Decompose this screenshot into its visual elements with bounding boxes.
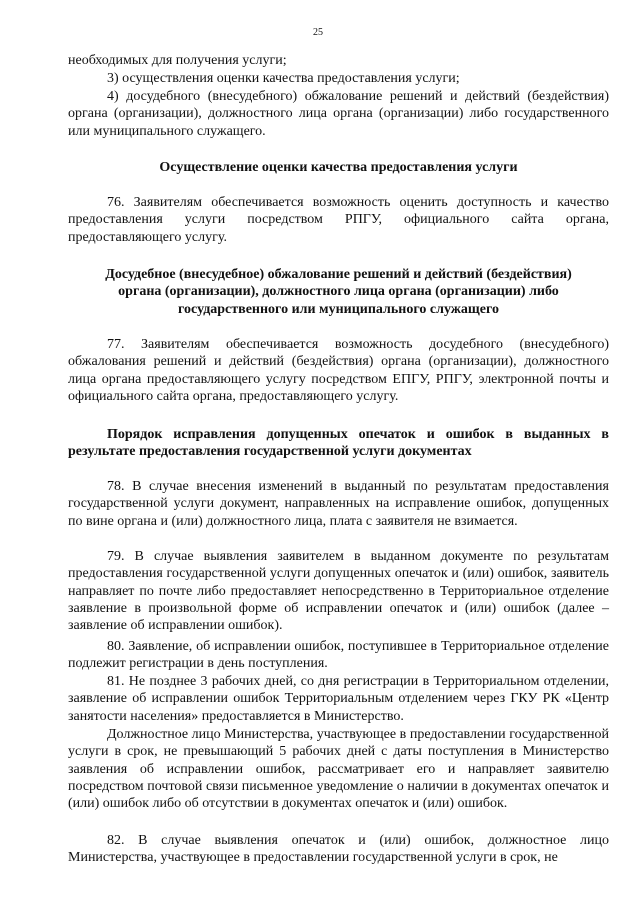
paragraph-81: 81. Не позднее 3 рабочих дней, со дня регистрации в Территориальном отделении, заявление об исправлении ошибок Территориальным отделением через ГКУ РК «Центр занятости населения» предоставляется в Министерство. — [68, 674, 609, 724]
paragraph-79: 79. В случае выявления заявителем в выданном документе по результатам предоставления государственной услуги допущенных опечаток и (или) ошибок, заявитель направляет по почте либо предоставляет непосредственно в Территориальное отделение заявление в произвольной форме об исправлении опечаток и (или) ошибок (далее – заявление об исправлении ошибок). — [68, 549, 609, 634]
list-item-4: 4) досудебного (внесудебного) обжалование решений и действий (бездействия) органа (организации), должностного лица органа (организации) либо государственного или муниципального служащего. — [68, 89, 609, 139]
paragraph-official-review: Должностное лицо Министерства, участвующее в предоставлении государственной услуги в срок, не превышающий 5 рабочих дней с даты поступления в Министерство заявления об исправлении ошибок, рассматривает его и направляет заявителю посредством почтовой связи письменное уведомление о наличии в документах опечаток и (или) ошибок либо об отсутствии в документах опечаток и (или) ошибок. — [68, 727, 609, 812]
page-number: 25 — [313, 27, 323, 38]
paragraph-80: 80. Заявление, об исправлении ошибок, поступившее в Территориальное отделение подлежит регистрации в день поступления. — [68, 639, 609, 672]
paragraph-continuation: необходимых для получения услуги; — [68, 53, 287, 68]
paragraph-82: 82. В случае выявления опечаток и (или) ошибок, должностное лицо Министерства, участвующее в предоставлении государственной услуги в срок, не — [68, 833, 609, 866]
section-heading-error-correction: Порядок исправления допущенных опечаток и ошибок в выданных в результате предоставления государственной услуги документах — [68, 427, 609, 460]
section-heading-quality-assessment: Осуществление оценки качества предоставления услуги — [159, 160, 518, 175]
paragraph-78: 78. В случае внесения изменений в выданный по результатам предоставления государственной услуги документ, направленных на исправление ошибок, допущенных по вине органа и (или) должностного лица, плата с заявителя не взимается. — [68, 479, 609, 529]
list-item-3: 3) осуществления оценки качества предоставления услуги; — [107, 71, 460, 86]
paragraph-76: 76. Заявителям обеспечивается возможность оценить доступность и качество предоставления услуги посредством РПГУ, официального сайта органа, предоставляющего услугу. — [68, 195, 609, 245]
section-heading-pretrial-appeal: Досудебное (внесудебное) обжалование решений и действий (бездействия) органа (организации), должностного лица органа (организации) либо государственного или муниципального служащего — [105, 267, 572, 317]
paragraph-77: 77. Заявителям обеспечивается возможность досудебного (внесудебного) обжалования решений и действий (бездействия) органа (организации), должностного лица органа предоставляющего услугу посредством ЕПГУ, РПГУ, электронной почты и официального сайта органа, предоставляющего услугу. — [68, 337, 609, 404]
